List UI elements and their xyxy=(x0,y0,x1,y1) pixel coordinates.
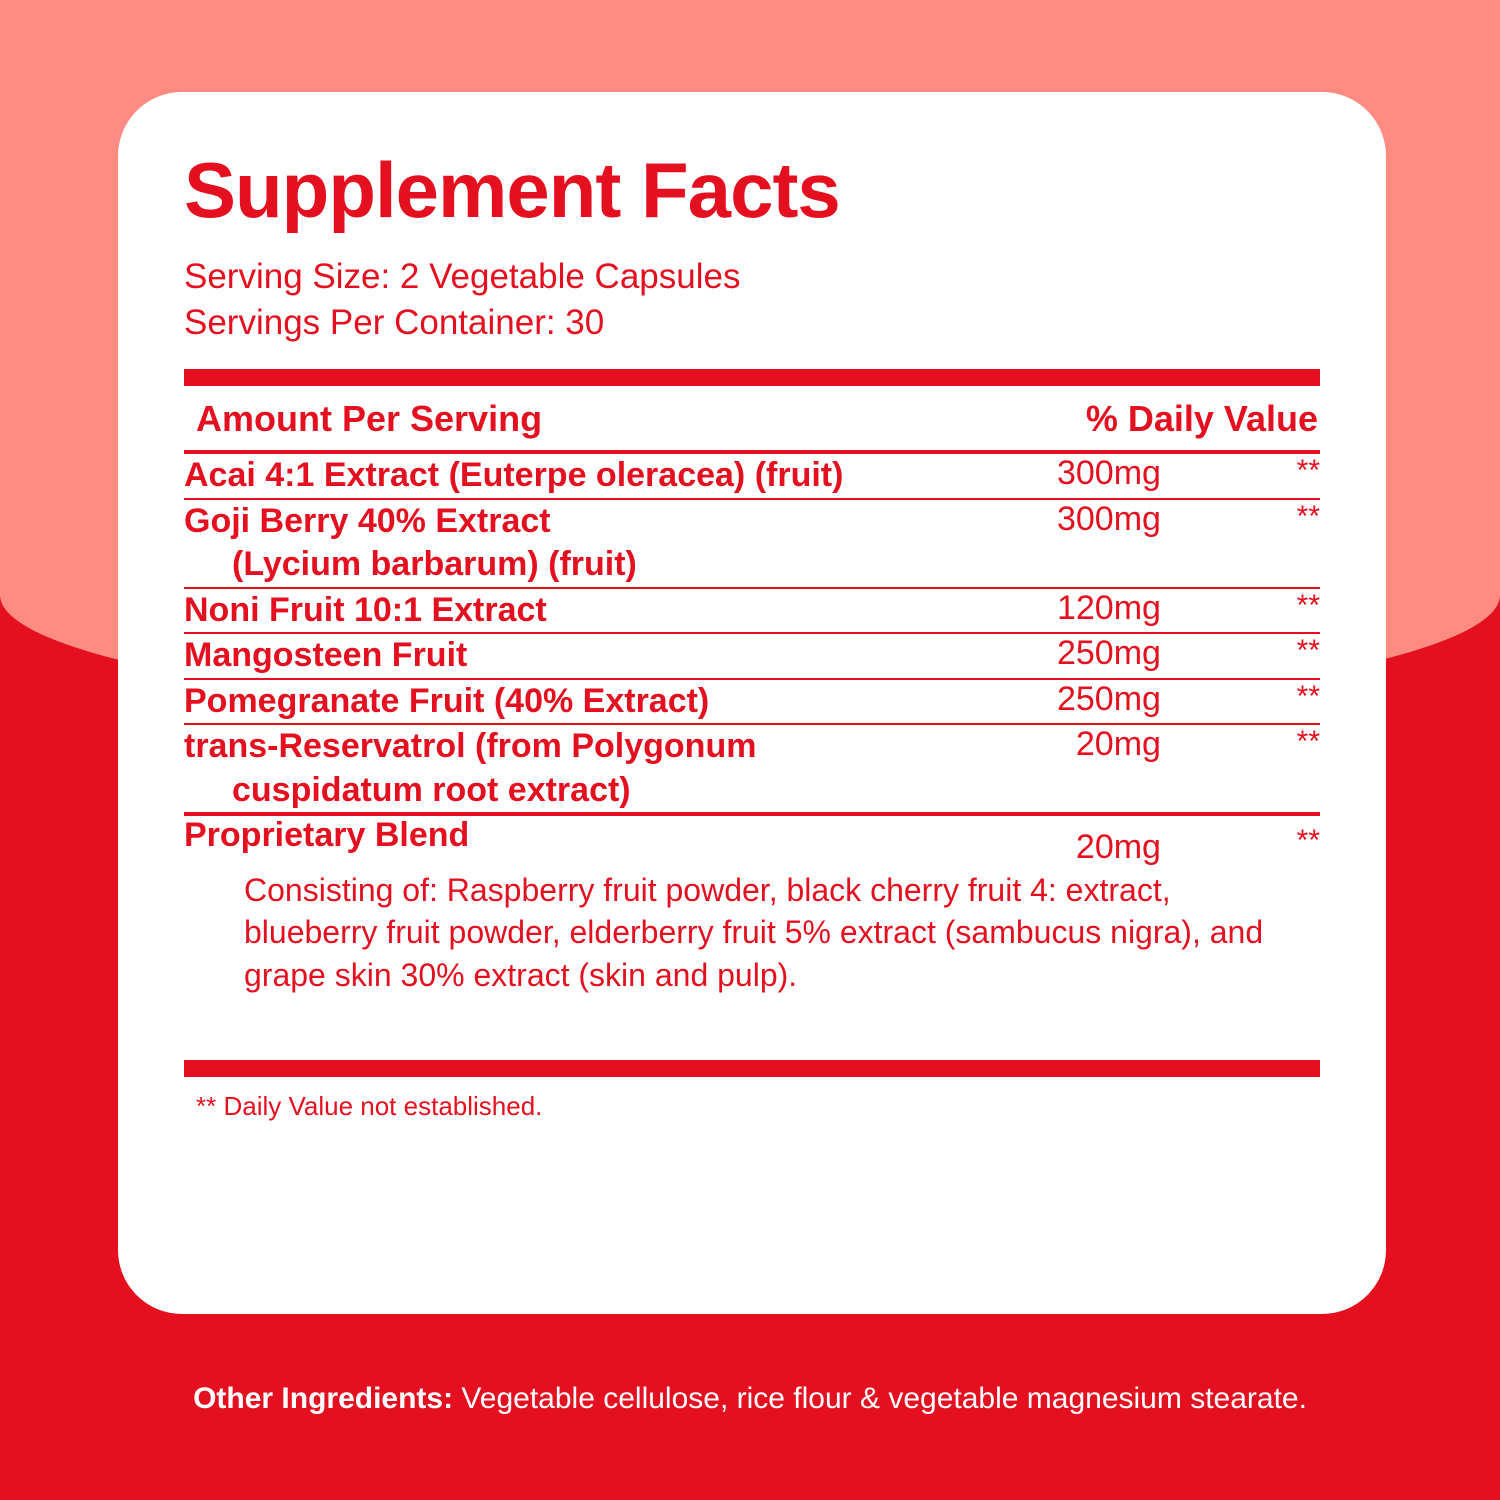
header-daily-value: % Daily Value xyxy=(1085,397,1318,439)
other-ingredients-text: Vegetable cellulose, rice flour & vegetable magnesium stearate. xyxy=(453,1382,1307,1415)
table-row xyxy=(184,500,1320,587)
blend-amount: 20mg xyxy=(1075,828,1161,867)
ingredient-name-line1: Mangosteen Fruit xyxy=(184,636,468,675)
blend-name: Proprietary Blend xyxy=(184,816,470,855)
proprietary-blend-table xyxy=(184,816,1320,867)
table-row xyxy=(184,725,1320,812)
divider-thick-top xyxy=(184,369,1320,386)
ingredient-name-line1: trans-Reservatrol (from Polygonum xyxy=(184,727,757,766)
other-ingredients xyxy=(0,1382,1500,1416)
ingredient-name xyxy=(184,454,934,498)
table-row xyxy=(184,634,1320,678)
ingredient-name xyxy=(184,634,934,678)
table-row xyxy=(184,680,1320,724)
ingredient-name-line1: Noni Fruit 10:1 Extract xyxy=(184,590,547,629)
other-ingredients-label: Other Ingredients: xyxy=(193,1382,454,1415)
page-title: Supplement Facts xyxy=(184,146,840,234)
ingredient-daily-value: ** xyxy=(1296,679,1320,713)
ingredient-name xyxy=(184,500,934,587)
ingredient-amount: 250mg xyxy=(1056,634,1161,673)
ingredient-amount: 120mg xyxy=(1056,588,1161,627)
ingredient-name-line2: (Lycium barbarum) (fruit) xyxy=(232,545,637,584)
table-row xyxy=(184,589,1320,633)
ingredient-amount: 300mg xyxy=(1056,453,1161,492)
header-amount-per-serving: Amount Per Serving xyxy=(196,397,543,439)
serving-info xyxy=(184,254,1320,347)
servings-per-container: Servings Per Container: 30 xyxy=(184,303,605,343)
ingredient-daily-value: ** xyxy=(1296,634,1320,668)
ingredient-amount: 250mg xyxy=(1056,679,1161,718)
supplement-facts-panel xyxy=(118,92,1386,1314)
blend-description: Consisting of: Raspberry fruit powder, black cherry fruit 4: extract, blueberry fruit powder, elderberry fruit 5% extract (sambucus nigra), and grape skin 30% extract (skin and pulp). xyxy=(244,872,1264,993)
ingredient-name-line1: Acai 4:1 Extract (Euterpe oleracea) (fruit) xyxy=(184,455,844,494)
ingredient-amount: 20mg xyxy=(1075,725,1161,764)
divider-thick-bottom xyxy=(184,1060,1320,1077)
table-row xyxy=(184,816,1320,867)
table-row xyxy=(184,454,1320,498)
ingredient-name-line1: Goji Berry 40% Extract xyxy=(184,501,551,540)
spacer xyxy=(184,1014,1320,1060)
ingredients-table xyxy=(184,454,1320,812)
serving-size: Serving Size: 2 Vegetable Capsules xyxy=(184,256,741,296)
ingredient-name-line2: cuspidatum root extract) xyxy=(232,770,631,809)
ingredient-daily-value: ** xyxy=(1296,453,1320,487)
ingredient-daily-value: ** xyxy=(1296,725,1320,759)
ingredient-name-line1: Pomegranate Fruit (40% Extract) xyxy=(184,681,710,720)
ingredient-amount: 300mg xyxy=(1056,499,1161,538)
blend-daily-value: ** xyxy=(1296,824,1320,858)
ingredient-daily-value: ** xyxy=(1296,588,1320,622)
daily-value-footnote: ** Daily Value not established. xyxy=(196,1090,543,1121)
ingredient-name xyxy=(184,680,934,724)
ingredient-name xyxy=(184,725,934,812)
ingredient-daily-value: ** xyxy=(1296,499,1320,533)
table-header xyxy=(184,386,1320,450)
ingredient-name xyxy=(184,589,934,633)
